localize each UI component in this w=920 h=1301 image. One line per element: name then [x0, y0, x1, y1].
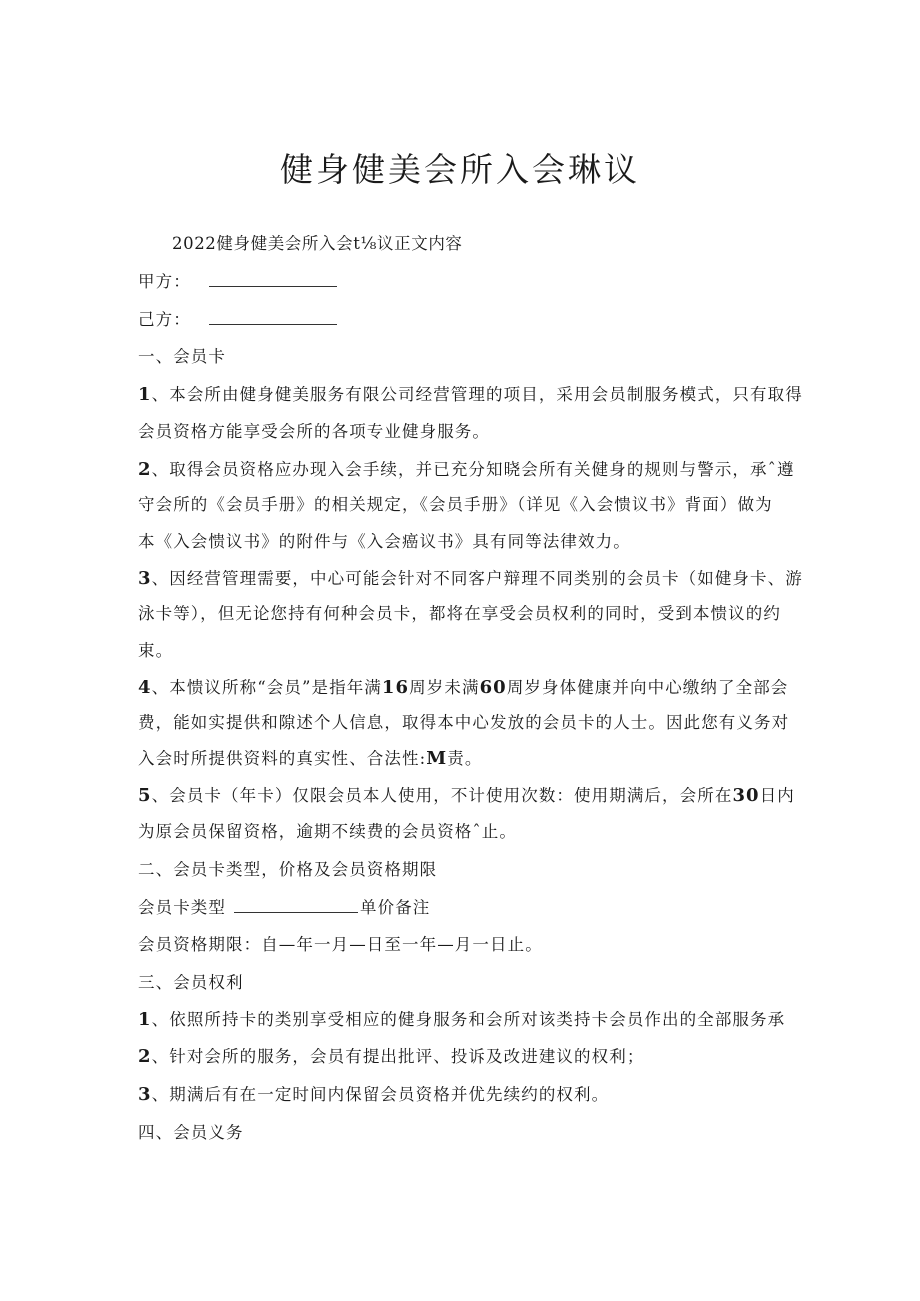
right-2-line [138, 1045, 788, 1069]
card-type-after: 单价备注 [360, 898, 431, 917]
clause-4-line-1 [138, 676, 788, 700]
document-title: 健身健美会所入会琳议 [280, 150, 640, 189]
clause-2-line-3: 本《入会愦议书》的附件与《入会癌议书》具有同等法律效力。 [138, 532, 631, 551]
clause-5-line-2: 为原会员保留资格，逾期不续费的会员资格ˆ止。 [138, 822, 517, 841]
card-type-line [138, 896, 788, 920]
clause-4-max-age: 60 [479, 677, 507, 698]
party-a-line [138, 270, 788, 294]
clause-1-text-1: 、本会所由健身健美服务有限公司经营管理的项目，采用会员制服务模式，只有取得 [151, 385, 803, 404]
right-1-text: 、依照所持卡的类别享受相应的健身服务和会所对该类持卡会员作出的全部服务承 [151, 1010, 786, 1029]
clause-5-line-1 [138, 784, 795, 808]
clause-4-text-3a: 入会时所提供资料的真实性、合法性: [138, 749, 427, 768]
party-b-line [138, 308, 788, 332]
right-2-number: 2 [138, 1046, 152, 1067]
section-1-heading: 一、会员卡 [138, 347, 226, 366]
clause-4-line-2: 费，能如实提供和隙述个人信息，取得本中心发放的会员卡的人士。因此您有义务对 [138, 713, 790, 732]
clause-4-text-3m: M [426, 748, 448, 769]
party-b-blank [209, 309, 337, 325]
party-a-blank [209, 271, 337, 287]
clause-4-text-1c: 周岁身体健康并向中心缴纳了全部会 [506, 678, 789, 697]
card-type-blank [234, 897, 358, 913]
section-3-heading: 三、会员权利 [138, 973, 244, 992]
clause-4-number: 4 [138, 677, 152, 698]
clause-3-line-2: 泳卡等），但无论您持有何种会员卡，都将在享受会员权利的同时，受到本愦议的约 [138, 604, 781, 623]
clause-3-line-3: 束。 [138, 641, 174, 660]
document-subtitle: 2022健身健美会所入会t⅛议正文内容 [172, 234, 463, 253]
clause-5-text-1b: 日内 [759, 786, 795, 805]
clause-1-number: 1 [138, 384, 152, 405]
section-2-heading: 二、会员卡类型，价格及会员资格期限 [138, 860, 438, 879]
clause-5-text-1a: 、会员卡（年卡）仅限会员本人使用，不计使用次数：使用期满后，会所在 [151, 786, 733, 805]
clause-3-text-1: 、因经营管理需要，中心可能会针对不同客户辩理不同类别的会员卡（如健身卡、游 [151, 569, 803, 588]
clause-1-line-1 [138, 383, 803, 407]
clause-2-line-2: 守会所的《会员手册》的相关规定，《会员手册》（详见《入会愦议书》背面）做为 [138, 495, 773, 514]
right-1-number: 1 [138, 1009, 152, 1030]
clause-3-number: 3 [138, 568, 152, 589]
validity-line: 会员资格期限：自—年一月—日至一年—月一日止。 [138, 935, 543, 954]
clause-4-min-age: 16 [381, 677, 410, 698]
section-4-heading: 四、会员义务 [138, 1123, 244, 1142]
clause-4-text-1b: 周岁未满 [409, 678, 480, 697]
clause-3-line-1 [138, 567, 803, 591]
clause-4-text-3b: 责。 [447, 749, 483, 768]
clause-5-number: 5 [138, 785, 152, 806]
clause-2-text-1: 、取得会员资格应办现入会手续，并已充分知晓会所有关健身的规则与警示，承ˆ遵 [151, 460, 795, 479]
clause-2-number: 2 [138, 459, 152, 480]
clause-2-line-1 [138, 458, 795, 482]
right-3-line [138, 1083, 788, 1107]
right-1-line [138, 1008, 788, 1032]
right-2-text: 、针对会所的服务，会员有提出批评、投诉及改进建议的权利； [151, 1047, 645, 1066]
clause-5-days: 30 [732, 785, 760, 806]
right-3-number: 3 [138, 1084, 152, 1105]
clause-1-line-2: 会员资格方能享受会所的各项专业健身服务。 [138, 422, 490, 441]
party-a-label: 甲方： [138, 272, 191, 291]
party-b-label: 己方： [138, 310, 191, 329]
card-type-label: 会员卡类型 [138, 898, 226, 917]
clause-4-text-1a: 、本愦议所称“会员”是指年满 [151, 678, 382, 697]
right-3-text: 、期满后有在一定时间内保留会员资格并优先续约的权利。 [151, 1085, 610, 1104]
clause-4-line-3 [138, 747, 788, 771]
